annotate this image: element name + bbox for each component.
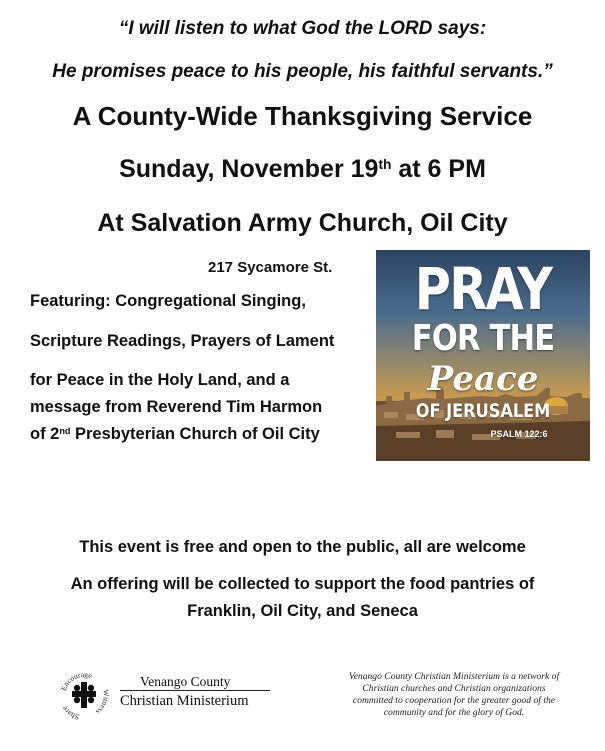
event-date — [0, 155, 605, 184]
cross-icon — [72, 682, 96, 708]
scripture-quote-line-2: He promises peace to his people, his faithful servants.” — [52, 61, 553, 82]
org-name-line-2: Christian Ministerium — [120, 693, 249, 709]
logo-word-encourage: Encourage — [58, 669, 94, 692]
org-description-line: committed to cooperation for the greater good of the — [352, 695, 556, 706]
details-line-2: Scripture Readings, Prayers of Lament — [30, 332, 335, 350]
org-divider — [120, 690, 270, 691]
event-title: A County-Wide Thanksgiving Service — [72, 101, 533, 131]
svg-text:Share — [59, 704, 80, 722]
scripture-quote-line-1: “I will listen to what God the LORD says: — [118, 18, 487, 39]
event-date-ordinal: th — [378, 157, 392, 173]
details-line-5-ordinal: nd — [59, 426, 71, 437]
details-line-1: Featuring: Congregational Singing, — [30, 292, 306, 310]
org-description-line: community and for the glory of God. — [383, 707, 525, 718]
poster-for-the-text: FOR THE — [411, 318, 555, 359]
details-line-4: message from Reverend Tim Harmon — [30, 398, 323, 416]
ministerium-logo — [55, 664, 113, 724]
event-location: At Salvation Army Church, Oil City — [97, 209, 508, 237]
org-description — [318, 671, 590, 719]
event-address: 217 Sycamore St. — [208, 259, 333, 276]
details-line-5-prefix: of 2 — [30, 425, 60, 443]
poster-peace-text: Peace — [427, 359, 539, 399]
org-description-line: Venango County Christian Ministerium is a network of — [348, 671, 560, 682]
details-line-5 — [30, 425, 320, 444]
poster-pray-text: PRAY — [414, 255, 552, 323]
offering-notice-line-1: An offering will be collected to support the food pantries of — [70, 575, 535, 593]
svg-text:Witness — [94, 689, 111, 717]
event-date-time: at 6 PM — [391, 155, 486, 183]
org-name-line-1: Venango County — [140, 674, 231, 689]
event-date-main: Sunday, November 19 — [119, 155, 379, 183]
org-description-line: Christian churches and Christian organizations — [362, 683, 546, 694]
details-line-3: for Peace in the Holy Land, and a — [30, 371, 290, 389]
logo-word-share: Share — [59, 704, 81, 722]
poster-jerusalem-text: OF JERUSALEM — [415, 400, 551, 422]
offering-notice-line-2: Franklin, Oil City, and Seneca — [187, 602, 418, 620]
logo-word-witness: Witness — [94, 689, 112, 717]
details-line-5-suffix: Presbyterian Church of Oil City — [70, 425, 320, 443]
poster-psalm-reference: PSALM 122:6 — [490, 429, 548, 439]
pray-for-peace-poster — [376, 250, 590, 461]
free-event-notice: This event is free and open to the public, all are welcome — [79, 538, 526, 556]
